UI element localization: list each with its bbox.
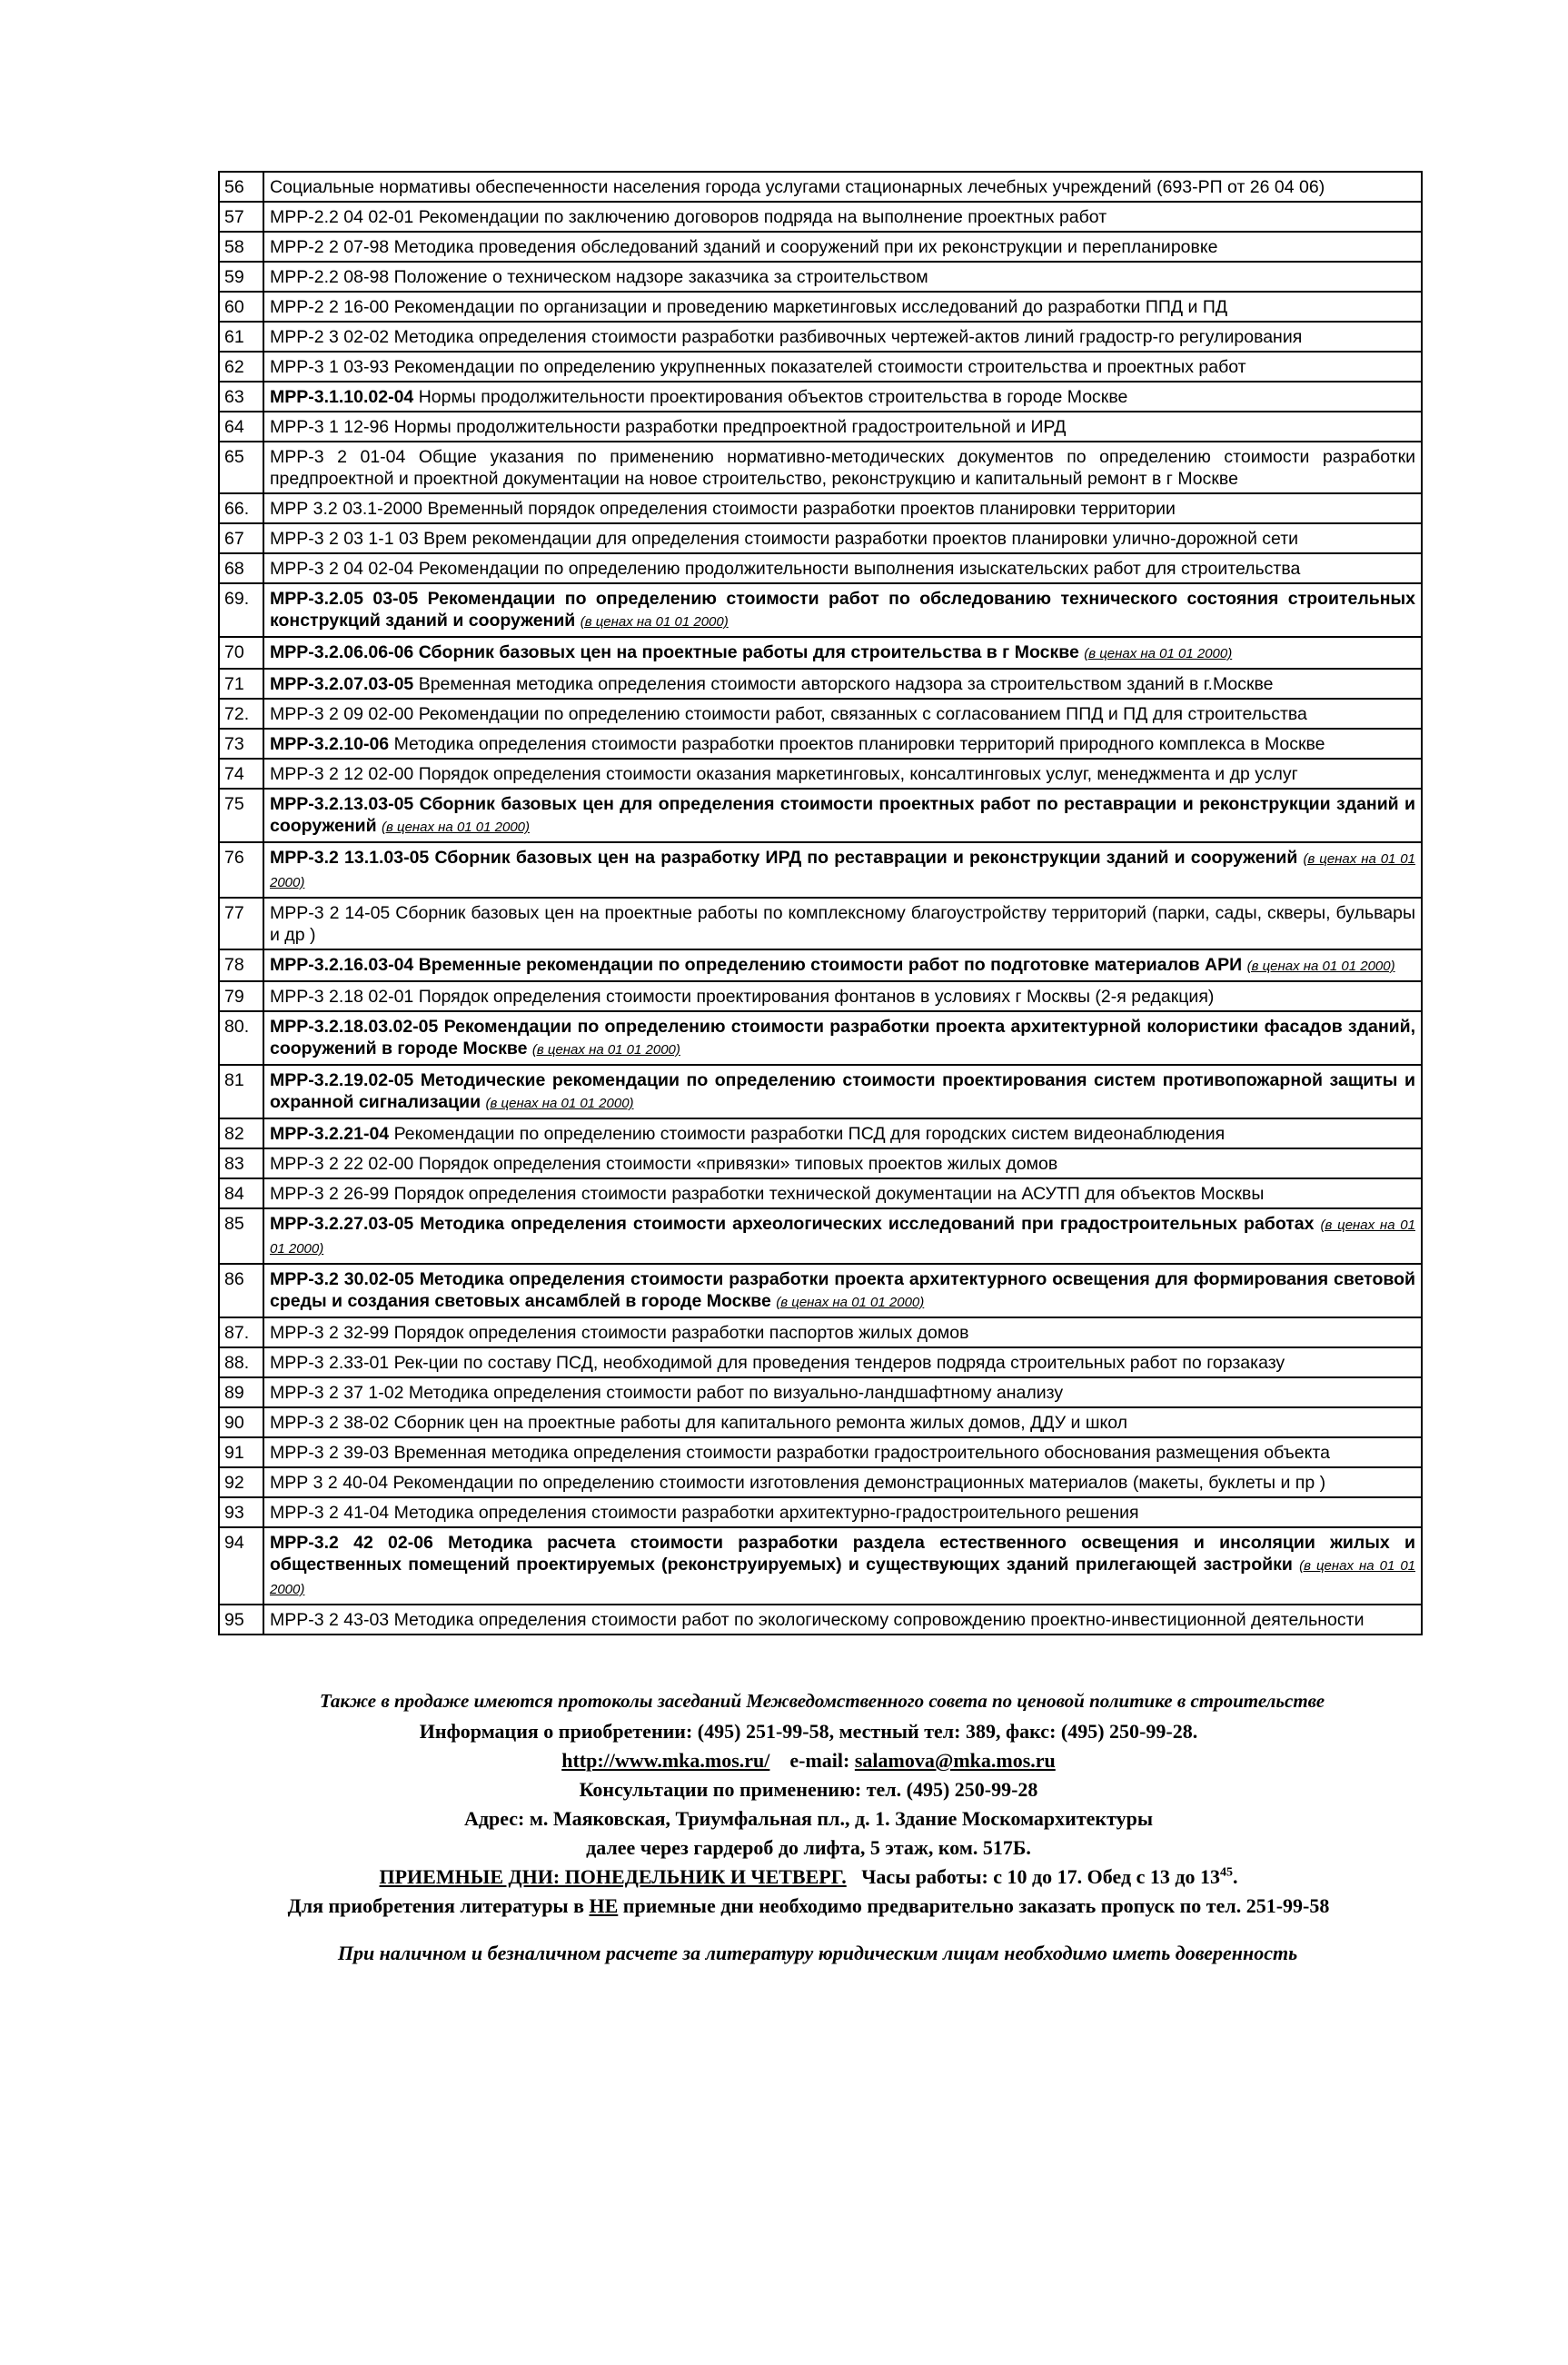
row-number: 73 xyxy=(219,729,263,759)
document-title: Рекомендации по организации и проведению маркетинговых исследований до разработки ППД и ПД xyxy=(393,297,1228,317)
table-row xyxy=(219,232,1422,262)
table-row xyxy=(219,1208,1422,1264)
row-description xyxy=(263,637,1422,669)
row-number: 80. xyxy=(219,1011,263,1065)
document-code: МРР-3 2 38-02 xyxy=(270,1413,390,1433)
table-row xyxy=(219,412,1422,442)
document-code: МРР-3 2 14-05 xyxy=(270,903,391,923)
document-title: Временная методика определения стоимости разработки градостроительного обоснования размещения объекта xyxy=(393,1443,1330,1463)
document-title: Методика определения стоимости археологических исследований при градостроительных работах xyxy=(420,1214,1315,1234)
document-code: МРР-3.2.16.03-04 xyxy=(270,955,414,975)
row-description xyxy=(263,232,1422,262)
table-row xyxy=(219,669,1422,699)
document-code: МРР 3 2 40-04 xyxy=(270,1473,389,1493)
document-code: МРР-3.2 13.1.03-05 xyxy=(270,848,430,868)
working-hours-minutes: 45 xyxy=(1220,1865,1233,1880)
row-description xyxy=(263,1011,1422,1065)
row-description xyxy=(263,1437,1422,1467)
document-title: Сборник базовых цен на проектные работы для строительства в г Москве xyxy=(418,642,1079,662)
row-number: 64 xyxy=(219,412,263,442)
document-title: Сборник базовых цен на разработку ИРД по реставрации и реконструкции зданий и сооружений xyxy=(434,848,1298,868)
row-number: 88. xyxy=(219,1347,263,1377)
document-title: Рекомендации по определению стоимости разработки ПСД для городских систем видеонаблюдения xyxy=(393,1124,1226,1144)
email-label: e-mail: xyxy=(789,1749,850,1772)
row-description xyxy=(263,292,1422,322)
document-title: Временный порядок определения стоимости разработки проектов планировки территории xyxy=(427,499,1176,519)
row-number: 78 xyxy=(219,949,263,981)
document-title: Порядок определения стоимости «привязки» типовых проектов жилых домов xyxy=(418,1154,1058,1174)
row-description xyxy=(263,1178,1422,1208)
document-title: Рекомендации по определению стоимости работ, связанных с согласованием ППД и ПД для строительства xyxy=(418,704,1307,724)
table-row xyxy=(219,898,1422,949)
table-row xyxy=(219,553,1422,583)
table-row xyxy=(219,842,1422,898)
document-title: Порядок определения стоимости проектирования фонтанов в условиях г Москвы (2-я редакция) xyxy=(418,987,1215,1007)
document-title: Положение о техническом надзоре заказчика за строительством xyxy=(393,267,928,287)
document-title: Нормы продолжительности разработки предпроектной градостроительной и ИРД xyxy=(393,417,1067,437)
row-description xyxy=(263,981,1422,1011)
document-title: Рекомендации по определению продолжительности выполнения изыскательских работ для строительства xyxy=(418,559,1301,579)
document-title: Нормы продолжительности проектирования объектов строительства в городе Москве xyxy=(418,387,1128,407)
table-row xyxy=(219,1264,1422,1317)
row-description xyxy=(263,1467,1422,1497)
table-row xyxy=(219,729,1422,759)
row-description xyxy=(263,382,1422,412)
row-description xyxy=(263,1148,1422,1178)
table-row xyxy=(219,699,1422,729)
row-description xyxy=(263,1527,1422,1605)
row-description xyxy=(263,759,1422,789)
document-code: МРР-3 2 41-04 xyxy=(270,1503,390,1523)
row-description xyxy=(263,412,1422,442)
row-number: 70 xyxy=(219,637,263,669)
row-description xyxy=(263,699,1422,729)
document-code: МРР-3 2.18 02-01 xyxy=(270,987,414,1007)
price-basis-note: (в ценах на 01 01 2000) xyxy=(580,614,729,630)
document-title: Методика расчета стоимости разработки раздела естественного освещения и инсоляции жилых и общественных помещений проектируемых (реконструируемых) и существующих зданий прилегающей застройки xyxy=(270,1533,1416,1575)
email-link[interactable]: salamova@mka.mos.ru xyxy=(854,1749,1056,1772)
table-row xyxy=(219,1178,1422,1208)
document-code: МРР-3.2.10-06 xyxy=(270,734,390,754)
schedule-line: ПРИЕМНЫЕ ДНИ: ПОНЕДЕЛЬНИК И ЧЕТВЕРГ. Часы работы: с 10 до 17. Обед с 13 до $13^{45}$. xyxy=(379,1865,1238,1888)
table-row xyxy=(219,1011,1422,1065)
document-title: Методика проведения обследований зданий и сооружений при их реконструкции и перепланировке xyxy=(393,237,1218,257)
price-basis-note: (в ценах на 01 01 2000) xyxy=(776,1295,925,1310)
document-code: МРР-3 2 03 1-1 03 xyxy=(270,529,419,549)
document-code: МРР-3 2 43-03 xyxy=(270,1610,390,1630)
address-line: Адрес: м. Маяковская, Триумфальная пл., д. 1. Здание Москомархитектуры xyxy=(463,1807,1154,1830)
table-row xyxy=(219,523,1422,553)
document-title: Методика определения стоимости разработки архитектурно-градостроительного решения xyxy=(393,1503,1139,1523)
document-title: Рекомендации по определению стоимости разработки проекта архитектурной колористики фасадов зданий, сооружений в городе Москве xyxy=(270,1017,1415,1058)
table-row xyxy=(219,1467,1422,1497)
table-row xyxy=(219,382,1422,412)
row-description xyxy=(263,1377,1422,1407)
row-number: 90 xyxy=(219,1407,263,1437)
row-number: 94 xyxy=(219,1527,263,1605)
document-title: Сборник цен на проектные работы для капитального ремонта жилых домов, ДДУ и школ xyxy=(393,1413,1128,1433)
row-number: 83 xyxy=(219,1148,263,1178)
document-code: МРР-3 2 04 02-04 xyxy=(270,559,414,579)
row-description xyxy=(263,1264,1422,1317)
document-code: МРР-3 1 12-96 xyxy=(270,417,390,437)
table-row xyxy=(219,1148,1422,1178)
row-number: 76 xyxy=(219,842,263,898)
consultation-info: Консультации по применению: тел. (495) 250-99-28 xyxy=(579,1778,1038,1801)
row-number: 77 xyxy=(219,898,263,949)
table-row xyxy=(219,1605,1422,1635)
document-code: МРР-3 2 32-99 xyxy=(270,1323,390,1343)
row-description xyxy=(263,553,1422,583)
table-row xyxy=(219,949,1422,981)
price-basis-note: (в ценах на 01 01 2000) xyxy=(382,820,531,835)
row-description xyxy=(263,1407,1422,1437)
document-code: МРР-3.2.07.03-05 xyxy=(270,674,414,694)
table-row xyxy=(219,1347,1422,1377)
document-title: Временные рекомендации по определению стоимости работ по подготовке материалов АРИ xyxy=(418,955,1243,975)
row-number: 74 xyxy=(219,759,263,789)
row-number: 59 xyxy=(219,262,263,292)
also-on-sale-note: Также в продаже имеются протоколы заседаний Межведомственного совета по ценовой политике в строительстве xyxy=(319,1690,1325,1712)
legal-entity-note: При наличном и безналичном расчете за литературу юридическим лицам необходимо иметь доверенность xyxy=(337,1942,1298,1964)
row-number: 65 xyxy=(219,442,263,493)
document-title: Рекомендации по определению стоимости работ по обследованию технического состояния строительных конструкций зданий и сооружений xyxy=(270,589,1416,631)
row-number: 86 xyxy=(219,1264,263,1317)
row-description xyxy=(263,322,1422,352)
row-number: 79 xyxy=(219,981,263,1011)
row-number: 91 xyxy=(219,1437,263,1467)
document-title: Методические рекомендации по определению стоимости проектирования систем противопожарной защиты и охранной сигнализации xyxy=(270,1070,1415,1112)
reception-days: ПРИЕМНЫЕ ДНИ: ПОНЕДЕЛЬНИК И ЧЕТВЕРГ. xyxy=(379,1865,847,1888)
table-row xyxy=(219,442,1422,493)
row-description xyxy=(263,1208,1422,1264)
price-basis-note: (в ценах на 01 01 2000) xyxy=(1084,646,1233,661)
document-code: МРР-2 3 02-02 xyxy=(270,327,390,347)
regulations-table-body xyxy=(219,172,1422,1635)
table-row xyxy=(219,1527,1422,1605)
price-basis-note: (в ценах на 01 01 2000) xyxy=(531,1042,680,1058)
pass-note-end: приемные дни необходимо предварительно заказать пропуск по тел. 251-99-58 xyxy=(622,1894,1330,1917)
row-number: 56 xyxy=(219,172,263,202)
pass-note-start: Для приобретения литературы в xyxy=(287,1894,584,1917)
document-code: МРР-3.2.05 03-05 xyxy=(270,589,419,609)
document-title: Методика определения стоимости разработки проекта архитектурного освещения для формирования световой среды и создания световых ансамблей в городе Москве xyxy=(270,1269,1415,1311)
row-description xyxy=(263,1497,1422,1527)
price-basis-note: (в ценах на 01 01 2000) xyxy=(1246,959,1395,974)
row-description xyxy=(263,262,1422,292)
row-number: 84 xyxy=(219,1178,263,1208)
document-code: МРР-3.2.27.03-05 xyxy=(270,1214,414,1234)
document-code: МРР-3 2 22 02-00 xyxy=(270,1154,414,1174)
row-number: 71 xyxy=(219,669,263,699)
working-hours: Часы работы: с 10 до 17. Обед с 13 до 13 xyxy=(861,1865,1220,1888)
route-line: далее через гардероб до лифта, 5 этаж, ком. 517Б. xyxy=(586,1836,1031,1859)
row-number: 87. xyxy=(219,1317,263,1347)
document-title: Методика определения стоимости разработки проектов планировки территорий природного комплекса в Москве xyxy=(393,734,1325,754)
table-row xyxy=(219,1118,1422,1148)
row-description xyxy=(263,1605,1422,1635)
row-number: 58 xyxy=(219,232,263,262)
table-row xyxy=(219,981,1422,1011)
row-description xyxy=(263,1065,1422,1118)
table-row xyxy=(219,1497,1422,1527)
price-basis-note: (в ценах на 01 01 2000) xyxy=(270,1217,1415,1257)
document-code: МРР-3.2.19.02-05 xyxy=(270,1070,414,1090)
table-row xyxy=(219,322,1422,352)
table-row xyxy=(219,172,1422,202)
row-number: 82 xyxy=(219,1118,263,1148)
row-number: 61 xyxy=(219,322,263,352)
document-title: Рекомендации по заключению договоров подряда на выполнение проектных работ xyxy=(418,207,1107,227)
document-code: МРР 3.2 03.1-2000 xyxy=(270,499,423,519)
price-basis-note: (в ценах на 01 01 2000) xyxy=(485,1096,634,1111)
row-number: 93 xyxy=(219,1497,263,1527)
table-row xyxy=(219,1065,1422,1118)
purchase-info: Информация о приобретении: (495) 251-99-58, местный тел: 389, факс: (495) 250-99-28. xyxy=(419,1720,1198,1743)
document-code: МРР-3.1.10.02-04 xyxy=(270,387,414,407)
document-code: МРР-3 2.33-01 xyxy=(270,1353,390,1373)
document-title: Общие указания по применению нормативно-методических документов по определению стоимости разработки предпроектной и проектной документации на новое строительство, реконструкцию и капитальный ремонт в г Москве xyxy=(270,447,1415,489)
document-title: Сборник базовых цен на проектные работы по комплексному благоустройству территорий (парки, сады, скверы, бульвары и др ) xyxy=(270,903,1415,945)
row-description xyxy=(263,898,1422,949)
table-row xyxy=(219,759,1422,789)
row-number: 68 xyxy=(219,553,263,583)
row-description xyxy=(263,842,1422,898)
row-number: 67 xyxy=(219,523,263,553)
row-description xyxy=(263,949,1422,981)
document-title: Врем рекомендации для определения стоимости разработки проектов планировки улично-дорожной сети xyxy=(423,529,1299,549)
document-code: МРР-3.2.06.06-06 xyxy=(270,642,414,662)
table-row xyxy=(219,352,1422,382)
document-title: Сборник базовых цен для определения стоимости проектных работ по реставрации и реконструкции зданий и сооружений xyxy=(270,794,1415,836)
document-code: МРР-3.2.21-04 xyxy=(270,1124,390,1144)
pass-order-note xyxy=(182,1894,1435,1918)
row-description xyxy=(263,729,1422,759)
document-code: МРР-3 2 09 02-00 xyxy=(270,704,414,724)
table-row xyxy=(219,1407,1422,1437)
row-number: 92 xyxy=(219,1467,263,1497)
table-row xyxy=(219,1377,1422,1407)
price-basis-note: (в ценах на 01 01 2000) xyxy=(270,851,1415,890)
document-code: МРР-3.2 30.02-05 xyxy=(270,1269,414,1289)
document-title: Рекомендации по определению стоимости изготовления демонстрационных материалов (макеты, буклеты и пр ) xyxy=(392,1473,1326,1493)
row-number: 75 xyxy=(219,789,263,842)
document-title: Методика определения стоимости работ по экологическому сопровождению проектно-инвестиционной деятельности xyxy=(393,1610,1365,1630)
table-row xyxy=(219,1437,1422,1467)
document-title: Рекомендации по определению укрупненных показателей стоимости строительства и проектных работ xyxy=(393,357,1246,377)
row-number: 63 xyxy=(219,382,263,412)
document-code: МРР-2 2 16-00 xyxy=(270,297,390,317)
table-row xyxy=(219,637,1422,669)
document-code: МРР-2.2 04 02-01 xyxy=(270,207,414,227)
document-code: МРР-3 2 12 02-00 xyxy=(270,764,414,784)
row-description xyxy=(263,523,1422,553)
row-number: 66. xyxy=(219,493,263,523)
document-code: МРР-3 1 03-93 xyxy=(270,357,390,377)
row-number: 60 xyxy=(219,292,263,322)
document-code: МРР-3.2.18.03.02-05 xyxy=(270,1017,439,1037)
row-description xyxy=(263,202,1422,232)
document-code: МРР-3.2.13.03-05 xyxy=(270,794,414,814)
table-row xyxy=(219,493,1422,523)
document-code: МРР-3 2 37 1-02 xyxy=(270,1383,404,1403)
document-title: Социальные нормативы обеспеченности населения города услугами стационарных лечебных учреждений (693-РП от 26 04 06) xyxy=(270,177,1325,197)
row-description xyxy=(263,789,1422,842)
row-description xyxy=(263,442,1422,493)
row-number: 95 xyxy=(219,1605,263,1635)
regulations-table xyxy=(218,171,1423,1635)
document-code: МРР-2 2 07-98 xyxy=(270,237,390,257)
pass-note-emphasis: НЕ xyxy=(589,1894,619,1917)
row-description xyxy=(263,1317,1422,1347)
website-link[interactable]: http://www.mka.mos.ru/ xyxy=(561,1749,770,1772)
contacts-line xyxy=(182,1749,1435,1773)
row-number: 72. xyxy=(219,699,263,729)
document-code: МРР-3.2 42 02-06 xyxy=(270,1533,433,1553)
document-code: МРР-3 2 26-99 xyxy=(270,1184,390,1204)
row-description xyxy=(263,352,1422,382)
row-number: 62 xyxy=(219,352,263,382)
row-number: 57 xyxy=(219,202,263,232)
row-number: 85 xyxy=(219,1208,263,1264)
document-code: МРР-2.2 08-98 xyxy=(270,267,390,287)
row-description xyxy=(263,669,1422,699)
document-title: Порядок определения стоимости оказания маркетинговых, консалтинговых услуг, менеджмента и др услуг xyxy=(418,764,1298,784)
price-basis-note: (в ценах на 01 01 2000) xyxy=(270,1558,1416,1597)
row-description xyxy=(263,172,1422,202)
document-title: Временная методика определения стоимости авторского надзора за строительством зданий в г.Москве xyxy=(418,674,1274,694)
row-number: 81 xyxy=(219,1065,263,1118)
row-number: 89 xyxy=(219,1377,263,1407)
table-row xyxy=(219,1317,1422,1347)
table-row xyxy=(219,583,1422,637)
row-description xyxy=(263,1347,1422,1377)
row-description xyxy=(263,493,1422,523)
document-code: МРР-3 2 39-03 xyxy=(270,1443,390,1463)
document-title: Рек-ции по составу ПСД, необходимой для проведения тендеров подряда строительных работ по горзаказу xyxy=(393,1353,1285,1373)
table-row xyxy=(219,292,1422,322)
table-row xyxy=(219,262,1422,292)
document-title: Методика определения стоимости работ по визуально-ландшафтному анализу xyxy=(408,1383,1064,1403)
document-code: МРР-3 2 01-04 xyxy=(270,447,406,467)
document-title: Порядок определения стоимости разработки технической документации на АСУТП для объектов Москвы xyxy=(393,1184,1265,1204)
table-row xyxy=(219,202,1422,232)
document-title: Порядок определения стоимости разработки паспортов жилых домов xyxy=(393,1323,969,1343)
document-title: Методика определения стоимости разработки разбивочных чертежей-актов линий градостр-го регулирования xyxy=(393,327,1303,347)
row-number: 69. xyxy=(219,583,263,637)
table-row xyxy=(219,789,1422,842)
row-description xyxy=(263,583,1422,637)
row-description xyxy=(263,1118,1422,1148)
